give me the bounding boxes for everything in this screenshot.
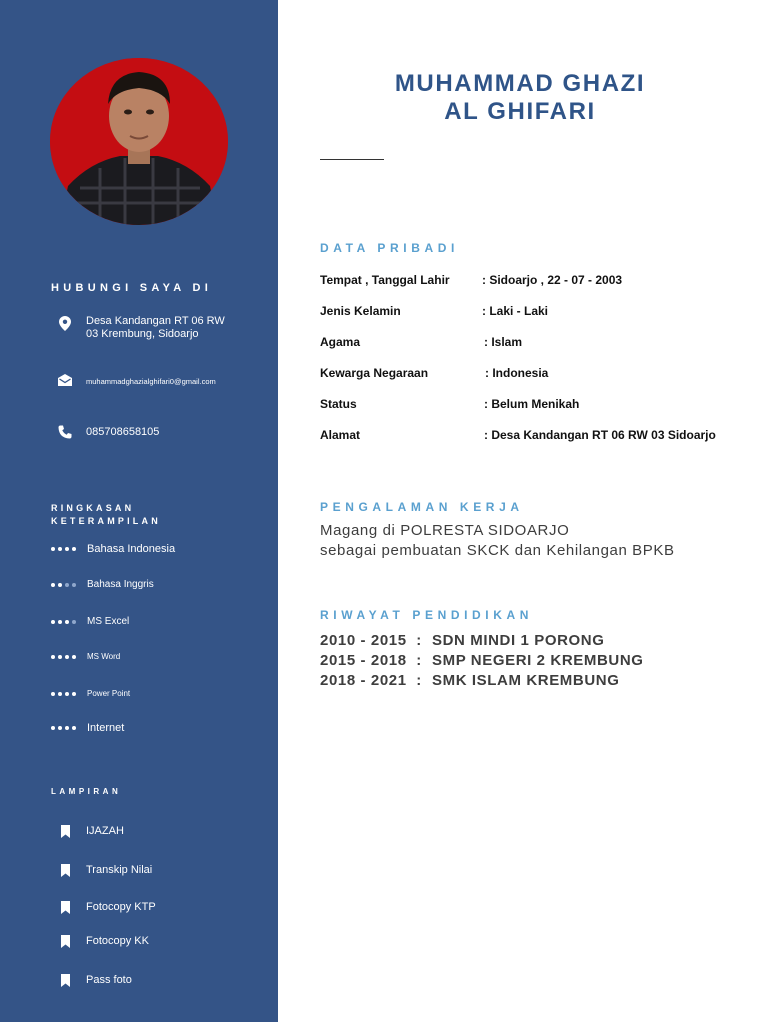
sidebar <box>0 0 278 1022</box>
phone-icon <box>56 423 74 441</box>
info-label: Alamat <box>320 428 361 442</box>
work-experience-heading: PENGALAMAN KERJA <box>320 500 524 514</box>
skill-item <box>51 689 130 698</box>
info-value: : Laki - Laki <box>482 304 549 318</box>
attachment-item <box>56 822 124 840</box>
skill-level-dots <box>51 655 83 659</box>
address-line-2: 03 Krembung, Sidoarjo <box>86 328 199 340</box>
address-text <box>86 315 225 341</box>
attachment-item <box>56 898 156 916</box>
info-value: : Sidoarjo , 22 - 07 - 2003 <box>482 273 623 287</box>
title-divider <box>320 159 384 160</box>
education-school: SMP NEGERI 2 KREMBUNG <box>432 652 644 669</box>
skill-label: Internet <box>87 722 125 734</box>
contact-heading: HUBUNGI SAYA DI <box>51 282 213 294</box>
education-years: 2015 - 2018 : <box>320 652 422 669</box>
info-label: Tempat , Tanggal Lahir <box>320 273 450 287</box>
attachment-label: Fotocopy KK <box>86 935 149 947</box>
info-value: : Islam <box>484 335 523 349</box>
attachment-label: Pass foto <box>86 974 132 986</box>
skills-heading-line-2: KETERAMPILAN <box>51 516 161 526</box>
bookmark-icon <box>56 898 74 916</box>
email-text[interactable]: muhammadghazialghifari0@gmail.com <box>86 377 216 386</box>
education-school: SMK ISLAM KREMBUNG <box>432 672 620 689</box>
attachment-item <box>56 861 153 879</box>
education-row <box>320 672 619 689</box>
bookmark-icon <box>56 971 74 989</box>
skill-level-dots <box>51 692 83 696</box>
contact-email <box>56 371 216 389</box>
skill-item <box>51 543 175 555</box>
skill-label: MS Excel <box>87 616 130 627</box>
name-line-2: AL GHIFARI <box>444 98 596 125</box>
skill-item <box>51 722 124 734</box>
skill-item <box>51 652 120 661</box>
skills-heading-line-1: RINGKASAN <box>51 503 135 513</box>
name-line-1: MUHAMMAD GHAZI <box>394 70 646 97</box>
skill-level-dots <box>51 726 83 730</box>
skill-label: Bahasa Indonesia <box>87 543 176 555</box>
info-label: Agama <box>320 335 361 349</box>
work-line-2: sebagai pembuatan SKCK dan Kehilangan BPKB <box>320 542 675 559</box>
bookmark-icon <box>56 861 74 879</box>
contact-phone <box>56 423 160 441</box>
attachment-label: Fotocopy KTP <box>86 901 156 913</box>
info-label: Jenis Kelamin <box>320 304 401 318</box>
skill-level-dots <box>51 583 83 587</box>
skill-label: Power Point <box>87 689 131 698</box>
info-label: Kewarga Negaraan <box>320 366 429 380</box>
bookmark-icon <box>56 822 74 840</box>
skill-label: MS Word <box>87 652 121 661</box>
attachments-heading: LAMPIRAN <box>51 787 122 796</box>
attachment-label: IJAZAH <box>86 825 124 837</box>
work-line-1: Magang di POLRESTA SIDOARJO <box>320 522 570 539</box>
attachment-label: Transkip Nilai <box>86 864 153 876</box>
skill-level-dots <box>51 547 83 551</box>
education-years: 2018 - 2021 : <box>320 672 422 689</box>
skill-item <box>51 616 129 627</box>
personal-data-heading: DATA PRIBADI <box>320 241 459 255</box>
bookmark-icon <box>56 932 74 950</box>
profile-photo-illustration <box>50 58 228 225</box>
education-row <box>320 652 644 669</box>
info-label: Status <box>320 397 357 411</box>
education-school: SDN MINDI 1 PORONG <box>432 632 605 649</box>
education-heading: RIWAYAT PENDIDIKAN <box>320 608 534 622</box>
phone-text[interactable]: 085708658105 <box>86 426 160 438</box>
envelope-icon <box>56 371 74 389</box>
page-title <box>330 70 710 126</box>
info-value: : Desa Kandangan RT 06 RW 03 Sidoarjo <box>484 428 716 442</box>
info-value: : Indonesia <box>485 366 549 380</box>
profile-photo <box>50 58 228 225</box>
education-row <box>320 632 604 649</box>
skills-heading <box>51 502 161 528</box>
education-years: 2010 - 2015 : <box>320 632 422 649</box>
info-value: : Belum Menikah <box>484 397 580 411</box>
skill-level-dots <box>51 620 83 624</box>
address-line-1: Desa Kandangan RT 06 RW <box>86 315 225 327</box>
skill-label: Bahasa Inggris <box>87 579 154 590</box>
contact-address <box>56 314 225 340</box>
skill-item <box>51 579 154 590</box>
attachment-item <box>56 971 132 989</box>
location-pin-icon <box>56 314 74 332</box>
attachment-item <box>56 932 149 950</box>
